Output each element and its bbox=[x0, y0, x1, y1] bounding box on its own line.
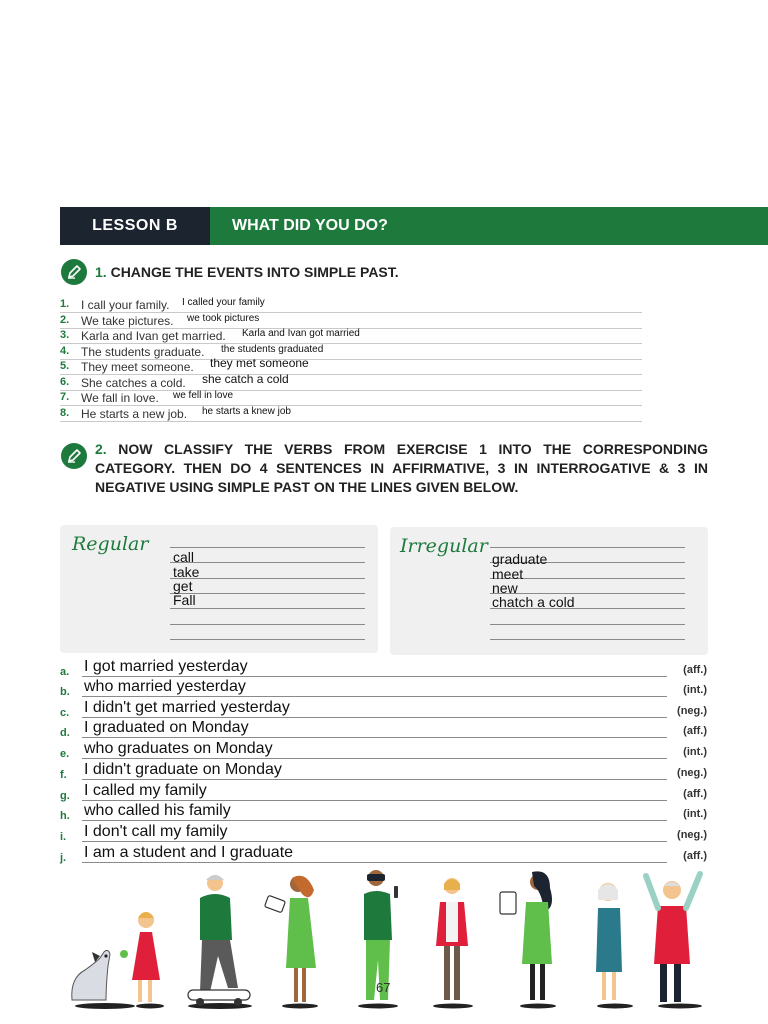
sentence-type-tag: (neg.) bbox=[677, 705, 707, 717]
item-prompt: I call your family. bbox=[81, 298, 170, 312]
item-number: 3. bbox=[60, 329, 70, 341]
item-answer[interactable]: Karla and Ivan got married bbox=[242, 328, 360, 339]
irregular-line bbox=[490, 639, 685, 640]
sentence-row bbox=[60, 660, 710, 680]
item-answer[interactable]: the students graduated bbox=[221, 344, 324, 355]
writing-line bbox=[82, 676, 667, 677]
sentence-type-tag: (neg.) bbox=[677, 829, 707, 841]
item-answer[interactable]: he starts a knew job bbox=[202, 406, 291, 417]
sentence-row bbox=[60, 846, 710, 866]
item-prompt: We take pictures. bbox=[81, 314, 174, 328]
elderly-woman-figure bbox=[596, 883, 622, 1000]
item-number: 1. bbox=[60, 298, 70, 310]
writing-line bbox=[82, 800, 667, 801]
sentence-letter: b. bbox=[60, 686, 70, 698]
sentence-answer[interactable]: I got married yesterday bbox=[84, 658, 248, 675]
exercise-1-number: 1. bbox=[95, 264, 107, 280]
sentence-row bbox=[60, 804, 710, 824]
sentence-answer[interactable]: I graduated on Monday bbox=[84, 719, 249, 736]
item-prompt: We fall in love. bbox=[81, 391, 159, 405]
writing-line bbox=[82, 717, 667, 718]
exercise-1-row bbox=[60, 297, 642, 313]
exercise-1-row bbox=[60, 406, 642, 422]
sentence-row bbox=[60, 680, 710, 700]
sentence-letter: j. bbox=[60, 852, 67, 864]
writing-line bbox=[82, 696, 667, 697]
regular-title: Regular bbox=[72, 533, 149, 555]
writing-line bbox=[82, 820, 667, 821]
exercise-1-heading bbox=[61, 259, 399, 285]
sentence-type-tag: (int.) bbox=[683, 808, 707, 820]
sentence-answer[interactable]: I am a student and I graduate bbox=[84, 844, 294, 861]
item-prompt: Karla and Ivan get married. bbox=[81, 329, 226, 343]
regular-line bbox=[170, 562, 365, 563]
irregular-verbs-box bbox=[390, 527, 708, 655]
dog-figure bbox=[72, 950, 110, 1000]
regular-word: get bbox=[173, 578, 193, 594]
item-number: 7. bbox=[60, 391, 70, 403]
item-number: 6. bbox=[60, 376, 70, 388]
item-number: 5. bbox=[60, 360, 70, 372]
lesson-title: WHAT DID YOU DO? bbox=[210, 207, 768, 245]
regular-word: Fall bbox=[173, 592, 196, 608]
irregular-word: chatch a cold bbox=[492, 594, 575, 610]
sentence-letter: i. bbox=[60, 831, 67, 843]
sentence-answer[interactable]: I don't call my family bbox=[84, 823, 228, 840]
sentence-answer[interactable]: I called my family bbox=[84, 782, 207, 799]
sentence-type-tag: (aff.) bbox=[683, 850, 707, 862]
irregular-word: meet bbox=[492, 566, 524, 582]
regular-verbs-box bbox=[60, 525, 378, 653]
sentence-answer[interactable]: I didn't graduate on Monday bbox=[84, 761, 282, 778]
sentence-type-tag: (aff.) bbox=[683, 664, 707, 676]
exercise-1-row bbox=[60, 372, 642, 391]
sentence-letter: d. bbox=[60, 727, 70, 739]
pencil-icon bbox=[61, 259, 87, 285]
boy-hoverboard-figure bbox=[188, 875, 250, 1006]
woman-tablet-figure bbox=[264, 876, 316, 1002]
woman-phone-figure bbox=[500, 871, 552, 1000]
exercise-1-title: CHANGE THE EVENTS INTO SIMPLE PAST. bbox=[110, 264, 399, 280]
regular-line bbox=[170, 608, 365, 609]
exercise-2-title: NOW CLASSIFY THE VERBS FROM EXERCISE 1 INTO THE CORRESPONDING CATEGORY. THEN DO 4 SENTENCES IN AFFIRMATIVE, 3 IN INTERROGATIVE & 3 IN NEGATIVE USING SIMPLE PAST ON THE LINES GIVEN BELOW. bbox=[95, 441, 709, 495]
item-answer[interactable]: we fell in love bbox=[173, 390, 234, 401]
girl-figure bbox=[120, 912, 160, 1002]
item-number: 8. bbox=[60, 407, 70, 419]
irregular-line bbox=[490, 547, 685, 548]
sentence-row bbox=[60, 784, 710, 804]
irregular-title: Irregular bbox=[400, 535, 488, 557]
item-number: 2. bbox=[60, 314, 70, 326]
writing-line bbox=[82, 841, 667, 842]
item-answer[interactable]: they met someone bbox=[210, 356, 309, 370]
exercise-1-row bbox=[60, 390, 642, 406]
item-prompt: They meet someone. bbox=[81, 360, 194, 374]
writing-line bbox=[82, 862, 667, 863]
irregular-word: new bbox=[492, 580, 518, 596]
irregular-line bbox=[490, 624, 685, 625]
exercise-2-number: 2. bbox=[95, 441, 107, 457]
regular-line bbox=[170, 547, 365, 548]
writing-line bbox=[82, 779, 667, 780]
sentence-letter: a. bbox=[60, 666, 70, 678]
sentence-letter: h. bbox=[60, 810, 70, 822]
sentence-type-tag: (neg.) bbox=[677, 767, 707, 779]
regular-line bbox=[170, 624, 365, 625]
woman-scarf-figure bbox=[436, 878, 468, 1000]
exercise-1-row bbox=[60, 356, 642, 375]
item-prompt: The students graduate. bbox=[81, 345, 205, 359]
lesson-label: LESSON B bbox=[60, 207, 210, 245]
sentence-letter: f. bbox=[60, 769, 67, 781]
item-prompt: She catches a cold. bbox=[81, 376, 186, 390]
sentence-type-tag: (int.) bbox=[683, 746, 707, 758]
irregular-word: graduate bbox=[492, 551, 548, 567]
shadow-group bbox=[75, 1003, 702, 1009]
item-answer[interactable]: we took pictures bbox=[187, 313, 260, 324]
sentence-letter: e. bbox=[60, 748, 70, 760]
item-answer[interactable]: she catch a cold bbox=[202, 372, 289, 386]
sentence-row bbox=[60, 701, 710, 721]
sentence-answer[interactable]: who married yesterday bbox=[84, 678, 246, 695]
sentence-row bbox=[60, 721, 710, 741]
pencil-icon bbox=[61, 443, 87, 469]
regular-word: take bbox=[173, 564, 200, 580]
sentence-answer[interactable]: who called his family bbox=[84, 802, 231, 819]
page-number: 67 bbox=[376, 980, 391, 995]
regular-line bbox=[170, 639, 365, 640]
exercise-1-row bbox=[60, 328, 642, 344]
exercise-1-row bbox=[60, 344, 642, 360]
regular-line bbox=[170, 593, 365, 594]
sentence-answer[interactable]: I didn't get married yesterday bbox=[84, 699, 290, 716]
writing-line bbox=[82, 737, 667, 738]
lesson-banner bbox=[60, 207, 768, 245]
sentence-row bbox=[60, 742, 710, 762]
item-number: 4. bbox=[60, 345, 70, 357]
sentence-type-tag: (int.) bbox=[683, 684, 707, 696]
item-answer[interactable]: I called your family bbox=[182, 297, 265, 308]
writing-line bbox=[82, 758, 667, 759]
sentence-row bbox=[60, 825, 710, 845]
sentence-letter: g. bbox=[60, 790, 70, 802]
sentence-type-tag: (aff.) bbox=[683, 788, 707, 800]
exercise-2-heading bbox=[61, 440, 708, 497]
sentence-type-tag: (aff.) bbox=[683, 725, 707, 737]
elderly-man-figure bbox=[646, 874, 700, 1002]
sentence-answer[interactable]: who graduates on Monday bbox=[84, 740, 273, 757]
sentence-letter: c. bbox=[60, 707, 70, 719]
sentence-row bbox=[60, 763, 710, 783]
item-prompt: He starts a new job. bbox=[81, 407, 188, 421]
regular-word: call bbox=[173, 549, 195, 565]
exercise-1-row bbox=[60, 313, 642, 329]
